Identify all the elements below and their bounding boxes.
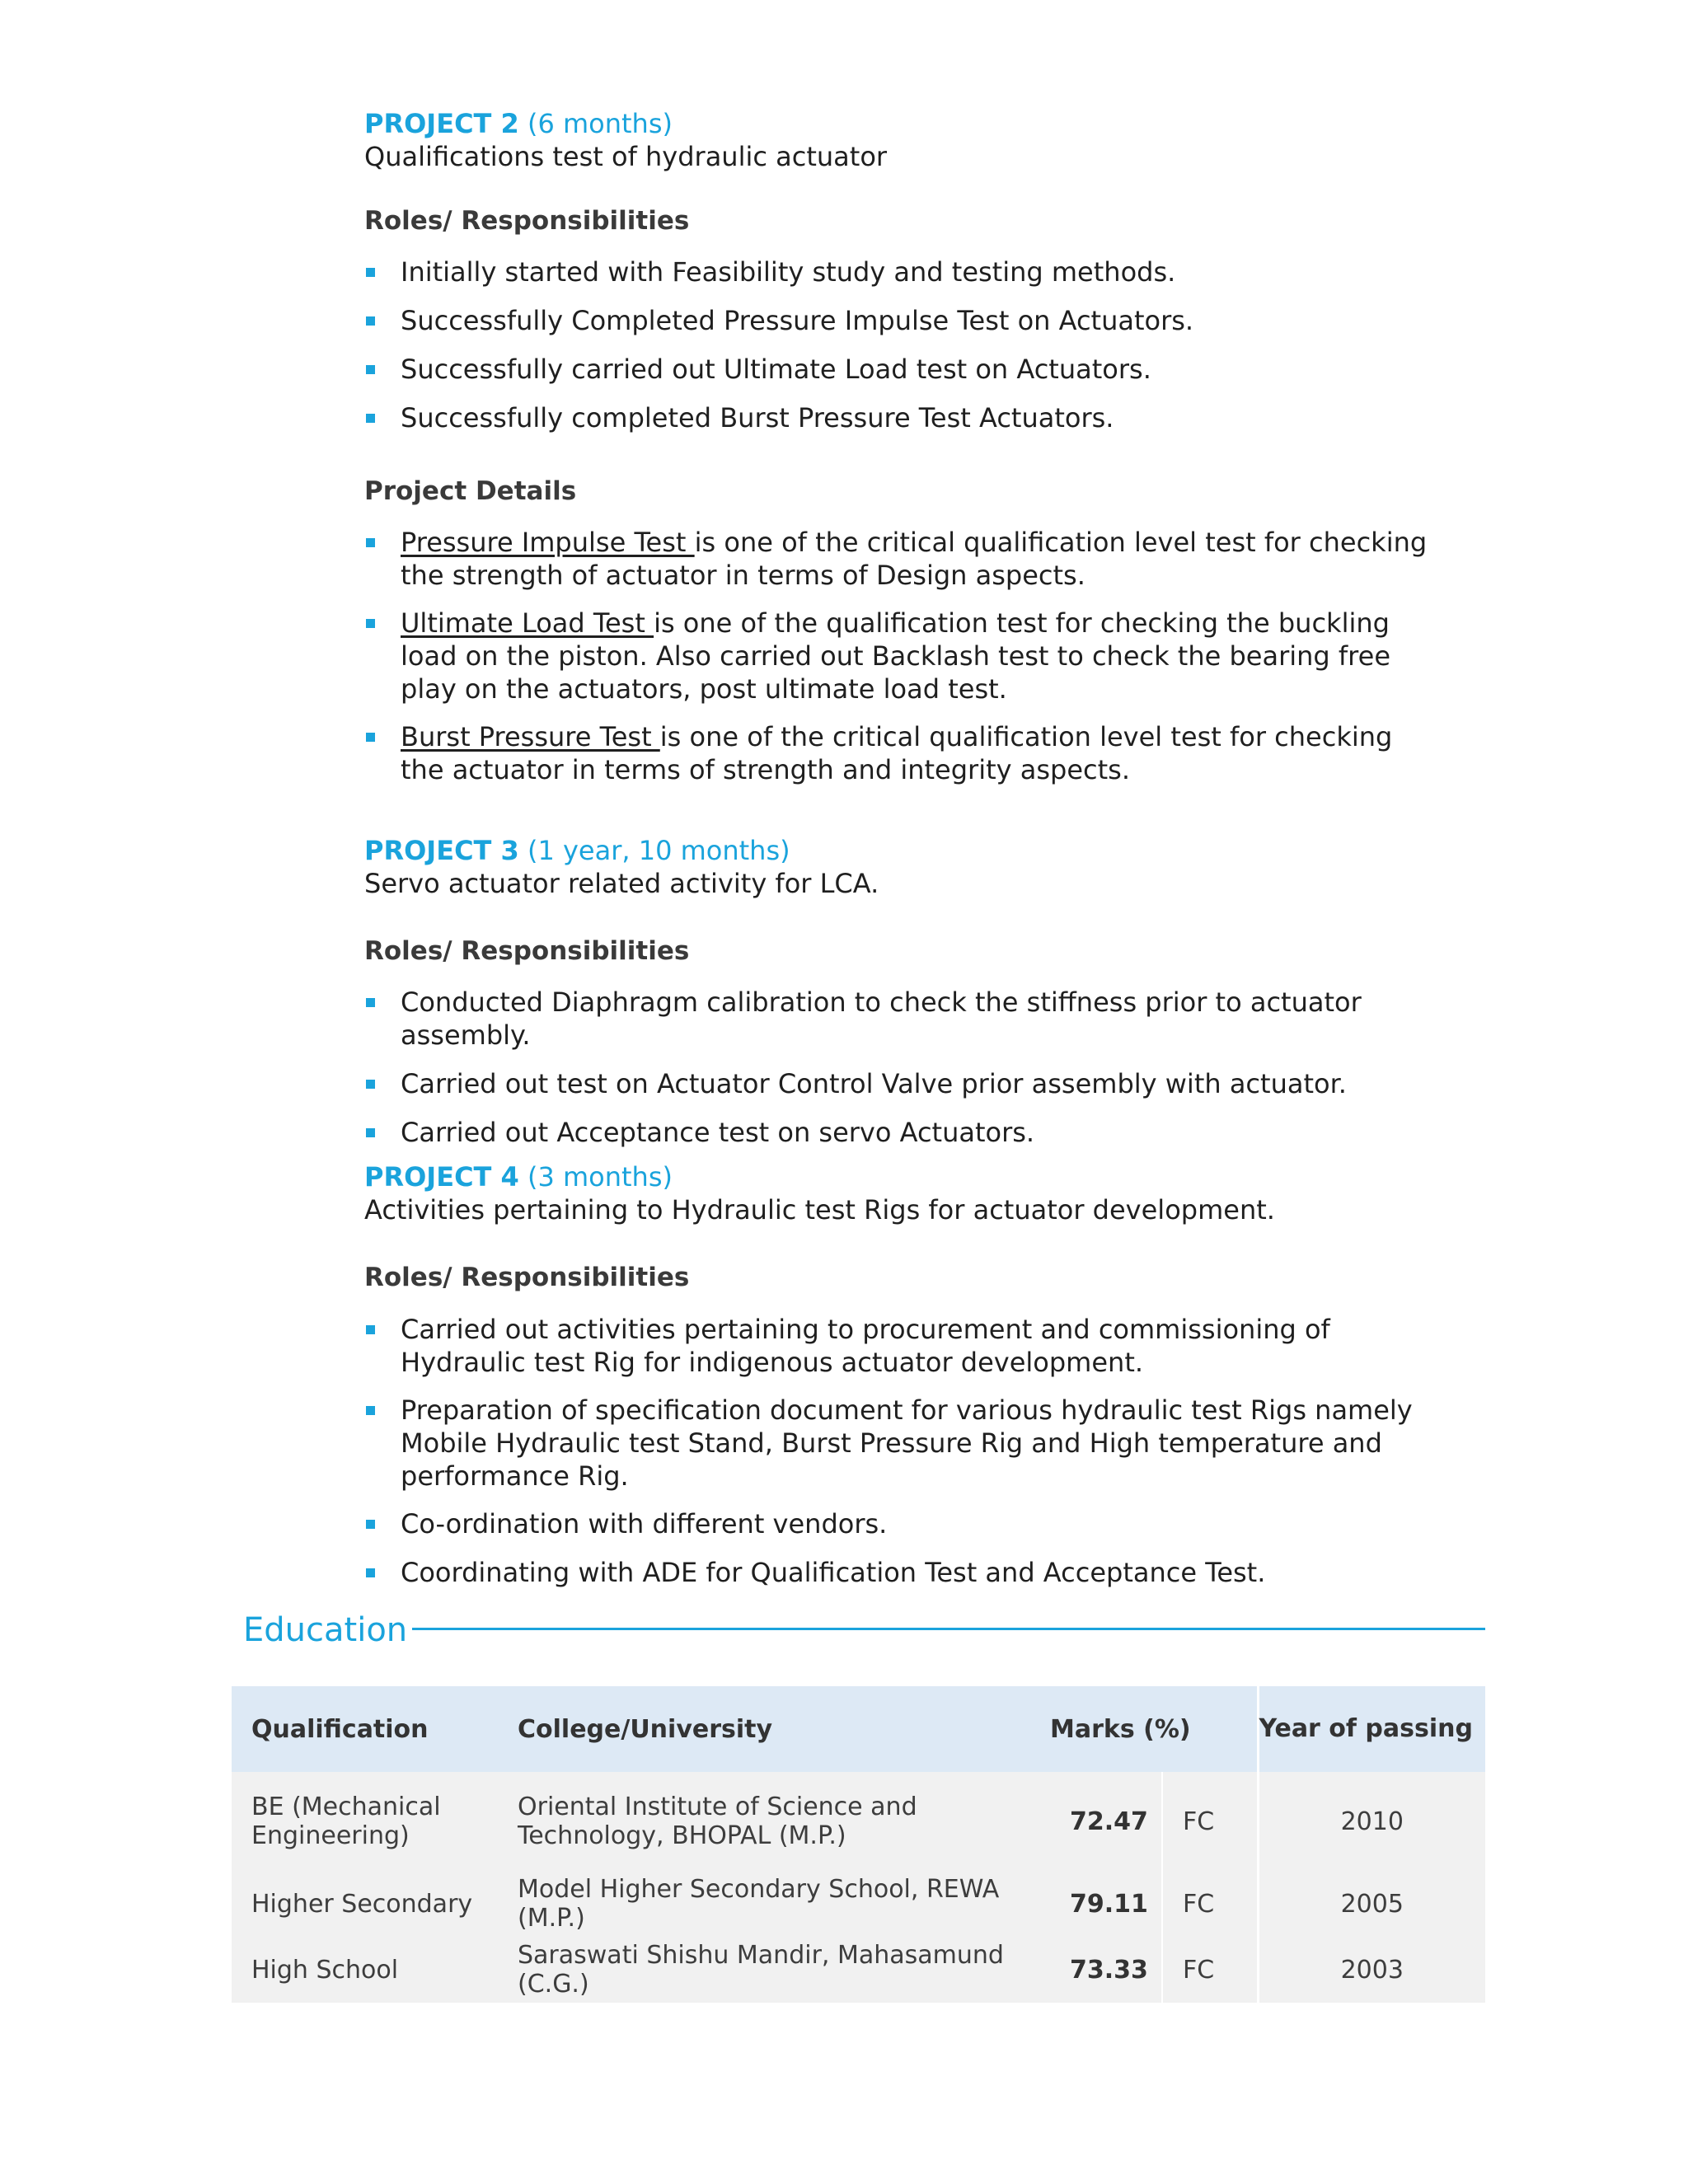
table-row	[232, 1871, 1485, 1937]
project-3-roles-list	[364, 986, 1436, 1149]
square-bullet-icon	[366, 538, 375, 547]
square-bullet-icon	[366, 1080, 375, 1089]
list-item: Ultimate Load Test is one of the qualification test for checking the buckling load on the piston. Also carried out Backlash test to check the bearing free play on the actuators, post ultimate load test.	[364, 607, 1436, 705]
header-year: Year of passing	[1258, 1686, 1485, 1772]
project-description: Qualifications test of hydraulic actuator	[364, 141, 888, 172]
college-cell: Saraswati Shishu Mandir, Mahasamund (C.G.)	[498, 1937, 1043, 2003]
project-2-roles-list	[364, 255, 1436, 434]
header-college: College/University	[498, 1686, 1043, 1772]
square-bullet-icon	[366, 733, 375, 742]
section-divider	[412, 1628, 1485, 1630]
square-bullet-icon	[366, 365, 375, 374]
list-item: Successfully Completed Pressure Impulse Test on Actuators.	[364, 304, 1436, 337]
education-heading: Education	[243, 1611, 408, 1649]
list-item: Successfully completed Burst Pressure Test Actuators.	[364, 401, 1436, 434]
list-item: Carried out activities pertaining to procurement and commissioning of Hydraulic test Rig for indigenous actuator development.	[364, 1313, 1436, 1379]
year-cell: 2003	[1258, 1937, 1485, 2003]
marks-cell: 79.11	[1043, 1871, 1162, 1937]
project-3-header	[364, 834, 879, 900]
square-bullet-icon	[366, 414, 375, 423]
year-cell: 2010	[1258, 1772, 1485, 1871]
college-cell: Model Higher Secondary School, REWA (M.P.)	[498, 1871, 1043, 1937]
square-bullet-icon	[366, 268, 375, 277]
project-4-roles-list	[364, 1313, 1436, 1589]
header-qualification: Qualification	[232, 1686, 498, 1772]
list-item: Successfully carried out Ultimate Load test on Actuators.	[364, 353, 1436, 386]
project-label: PROJECT 3	[364, 835, 519, 866]
table-row	[232, 1772, 1485, 1871]
project-duration: (3 months)	[527, 1161, 673, 1193]
project-duration: (6 months)	[527, 108, 673, 139]
square-bullet-icon	[366, 1325, 375, 1334]
test-name: Pressure Impulse Test	[401, 527, 695, 558]
list-item: Preparation of specification document for various hydraulic test Rigs namely Mobile Hydraulic test Stand, Burst Pressure Rig and High temperature and performance Rig.	[364, 1394, 1436, 1493]
list-item: Carried out test on Actuator Control Valve prior assembly with actuator.	[364, 1067, 1436, 1100]
square-bullet-icon	[366, 1568, 375, 1577]
project-label: PROJECT 4	[364, 1161, 519, 1193]
table-row	[232, 1937, 1485, 2003]
project-description: Servo actuator related activity for LCA.	[364, 868, 879, 899]
list-item: Coordinating with ADE for Qualification Test and Acceptance Test.	[364, 1556, 1436, 1589]
square-bullet-icon	[366, 1520, 375, 1529]
project-duration: (1 year, 10 months)	[527, 835, 790, 866]
list-item: Pressure Impulse Test is one of the critical qualification level test for checking the strength of actuator in terms of Design aspects.	[364, 526, 1436, 592]
square-bullet-icon	[366, 619, 375, 628]
college-cell: Oriental Institute of Science and Technology, BHOPAL (M.P.)	[498, 1772, 1043, 1871]
grade-cell: FC	[1162, 1871, 1258, 1937]
test-name: Burst Pressure Test	[401, 721, 660, 752]
project-description: Activities pertaining to Hydraulic test Rigs for actuator development.	[364, 1194, 1275, 1226]
list-item: Conducted Diaphragm calibration to check the stiffness prior to actuator assembly.	[364, 986, 1436, 1052]
grade-cell: FC	[1162, 1937, 1258, 2003]
list-item: Co-ordination with different vendors.	[364, 1507, 1436, 1540]
list-item: Carried out Acceptance test on servo Actuators.	[364, 1116, 1436, 1149]
square-bullet-icon	[366, 998, 375, 1007]
list-item: Initially started with Feasibility study and testing methods.	[364, 255, 1436, 288]
qualification-cell: High School	[232, 1937, 498, 2003]
header-marks: Marks (%)	[1043, 1686, 1258, 1772]
project-details-heading: Project Details	[364, 476, 577, 506]
roles-heading: Roles/ Responsibilities	[364, 1263, 690, 1292]
list-item: Burst Pressure Test is one of the critical qualification level test for checking the actuator in terms of strength and integrity aspects.	[364, 720, 1436, 786]
qualification-cell: Higher Secondary	[232, 1871, 498, 1937]
test-name: Ultimate Load Test	[401, 607, 654, 639]
year-cell: 2005	[1258, 1871, 1485, 1937]
project-2-header	[364, 107, 887, 173]
roles-heading: Roles/ Responsibilities	[364, 206, 690, 236]
marks-cell: 72.47	[1043, 1772, 1162, 1871]
project-label: PROJECT 2	[364, 108, 519, 139]
square-bullet-icon	[366, 1406, 375, 1415]
qualification-cell: BE (Mechanical Engineering)	[232, 1772, 498, 1871]
education-table	[232, 1686, 1485, 2003]
project-2-details-list	[364, 526, 1436, 786]
roles-heading: Roles/ Responsibilities	[364, 936, 690, 966]
marks-cell: 73.33	[1043, 1937, 1162, 2003]
grade-cell: FC	[1162, 1772, 1258, 1871]
square-bullet-icon	[366, 316, 375, 326]
square-bullet-icon	[366, 1128, 375, 1137]
table-header-row	[232, 1686, 1485, 1772]
project-4-header	[364, 1160, 1275, 1226]
